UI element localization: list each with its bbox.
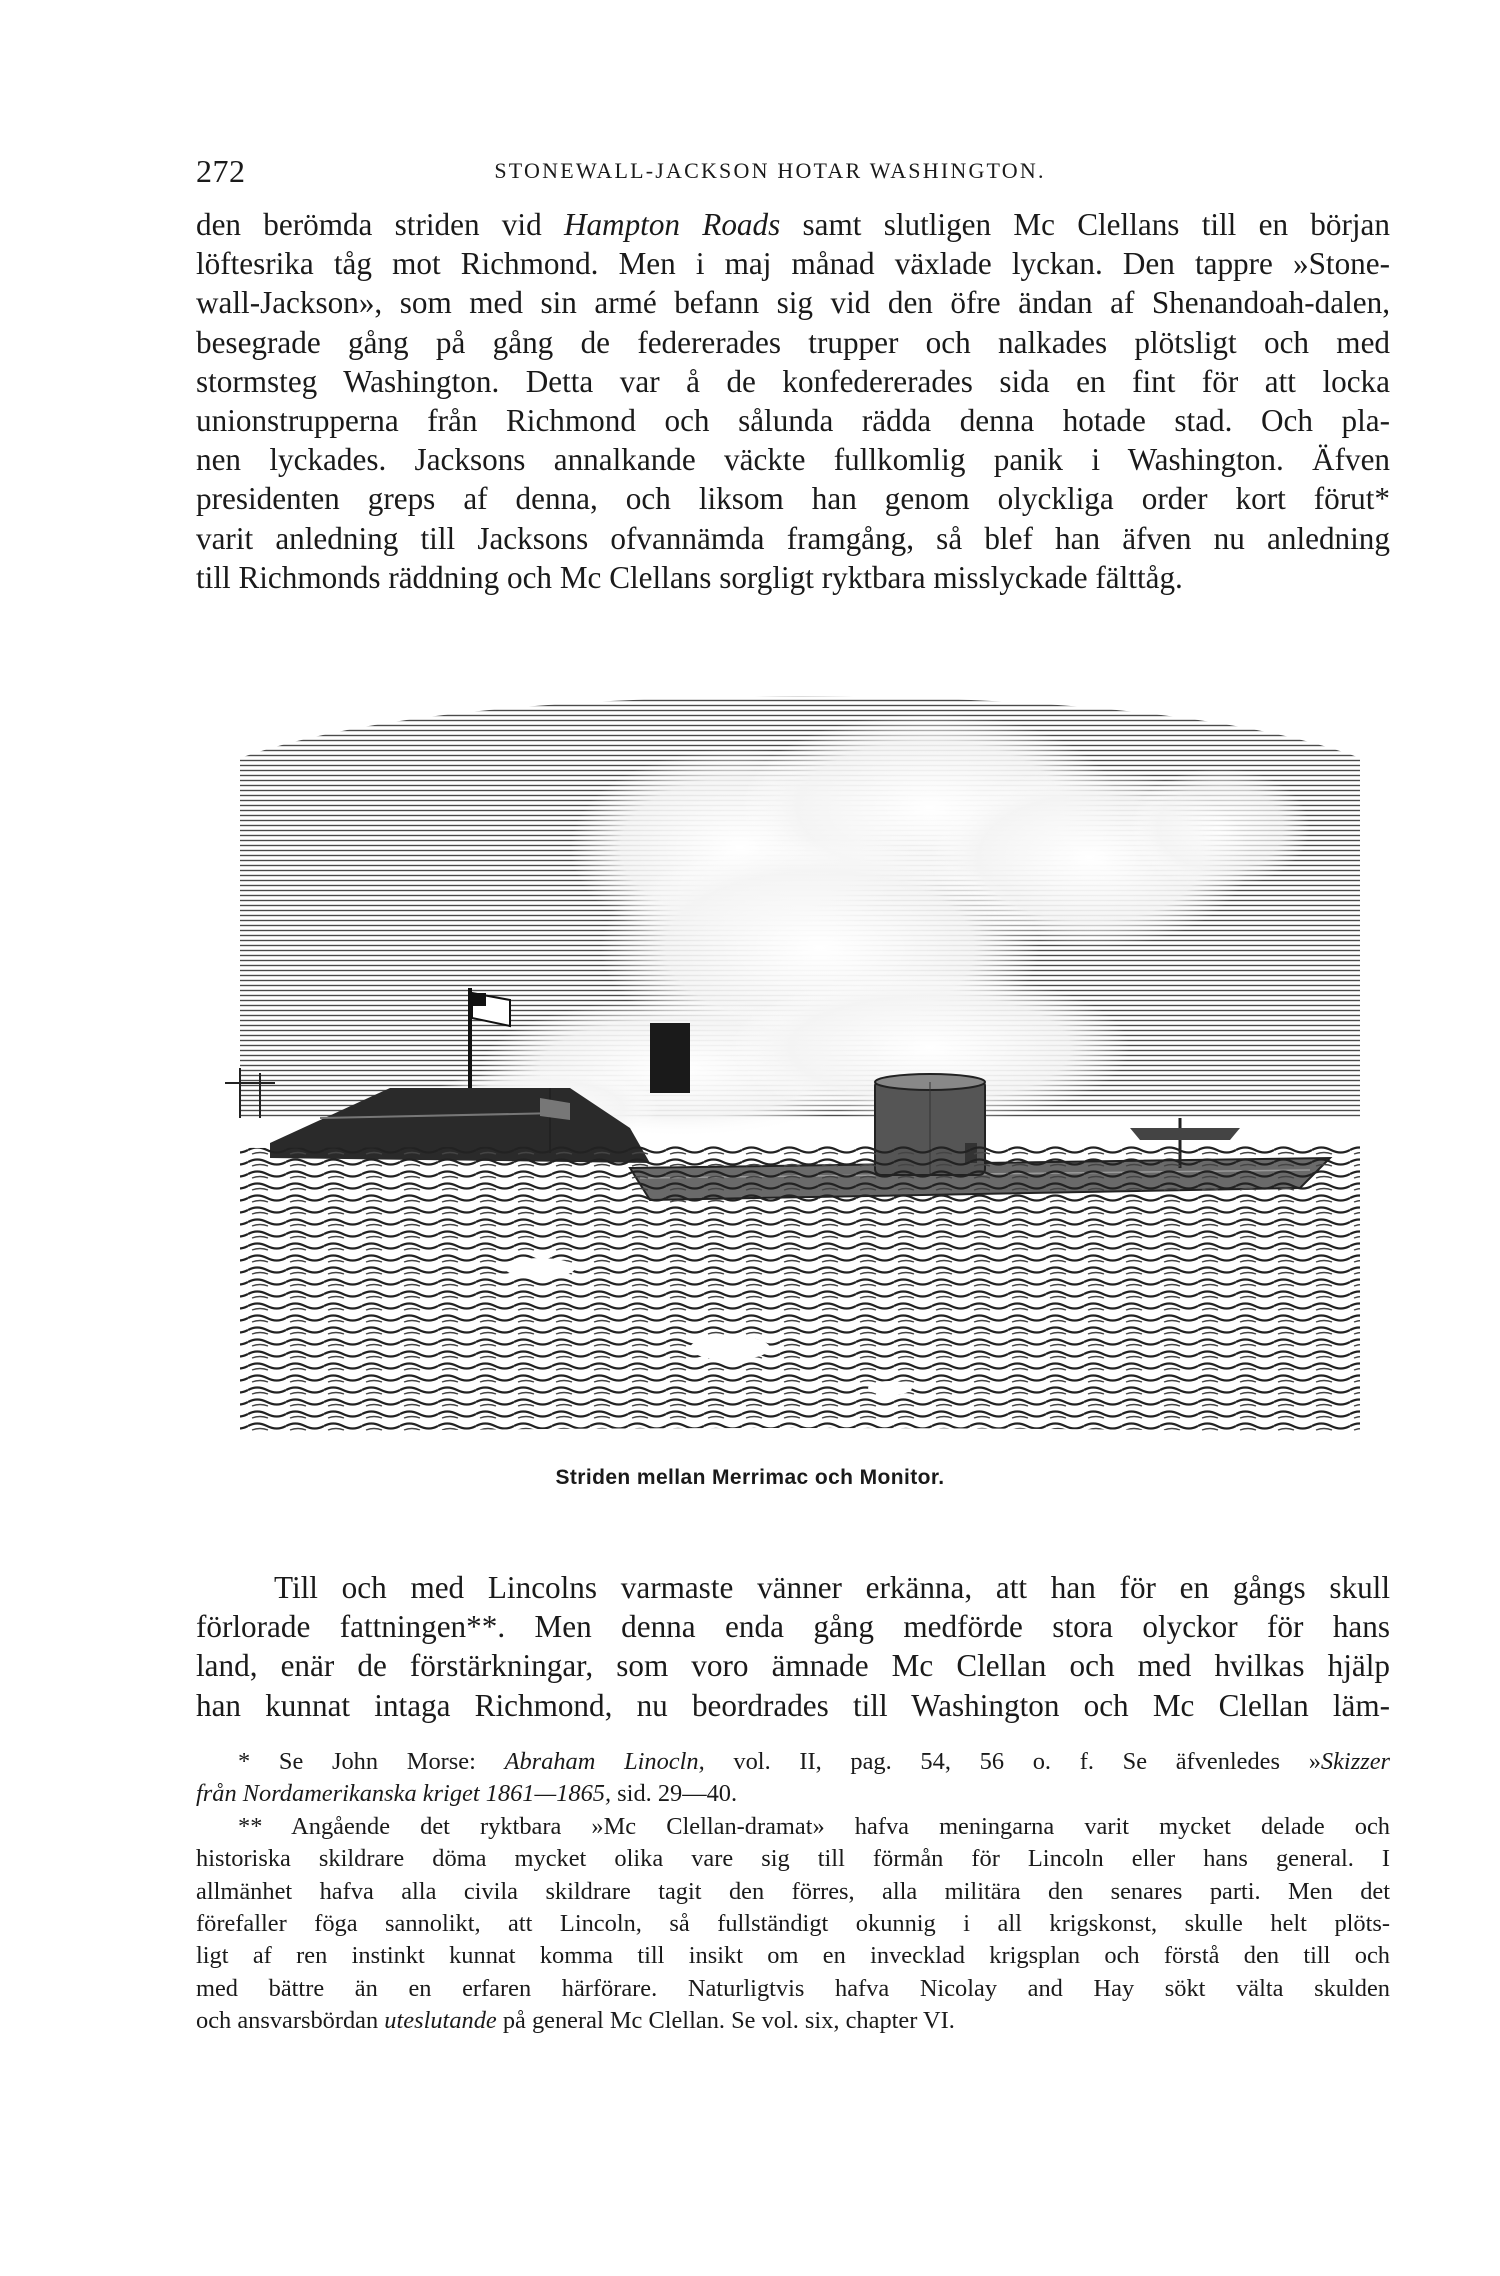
text-line: presidenten greps af denna, och liksom han genom olyckliga order kort förut* (196, 481, 1390, 517)
text-line: förlorade fattningen**. Men denna enda gång medförde stora olyckor för hans (196, 1609, 1390, 1645)
footnote-2-line: ** Angående det ryktbara »Mc Clellan-dramat» hafva meningarna varit mycket delade och (238, 1812, 1390, 1840)
text-line: stormsteg Washington. Detta var å de konfedererades sida en fint för att locka (196, 363, 1390, 399)
text-line: varit anledning till Jacksons ofvannämda framgång, så blef han äfven nu anledning (196, 520, 1390, 556)
footnote-1-line: * Se John Morse: Abraham Linocln, vol. II, pag. 54, 56 o. f. Se äfvenledes »Skizzer (238, 1748, 1391, 1775)
place-name-italic: Hampton Roads (563, 207, 781, 242)
figure-caption: Striden mellan Merrimac och Monitor. (555, 1466, 945, 1489)
text-line: land, enär de förstärkningar, som voro ämnade Mc Clellan och med hvilkas hjälp (196, 1648, 1390, 1684)
text-line: besegrade gång på gång de federerades trupper och nalkades plötsligt och med (196, 324, 1390, 360)
text-line: nen lyckades. Jacksons annalkande väckte fullkomlig panik i Washington. Äfven (196, 442, 1390, 478)
text-line: Till och med Lincolns varmaste vänner erkänna, att han för en gångs skull (274, 1570, 1390, 1605)
footnote-1-line: från Nordamerikanska kriget 1861—1865, sid. 29—40. (196, 1780, 738, 1808)
text-line: löftesrika tåg mot Richmond. Men i maj månad växlade lyckan. Den tappre »Stone- (196, 246, 1390, 282)
text-line: den berömda striden vid Hampton Roads samt slutligen Mc Clellans till en början (196, 207, 1390, 242)
footnote-2-line: förefaller föga sannolikt, att Lincoln, så fullständigt okunnig i all krigskonst, skulle helt plöts- (196, 1910, 1390, 1938)
footnote-2-line: med bättre än en erfaren härförare. Naturligtvis hafva Nicolay and Hay sökt välta skulden (196, 1974, 1390, 2002)
footnote-2-line: och ansvarsbördan uteslutande på general Mc Clellan. Se vol. six, chapter VI. (196, 2007, 955, 2035)
page-number: 272 (196, 153, 246, 189)
text-line: unionstrupperna från Richmond och sålunda rädda denna hotade stad. Och pla- (196, 403, 1390, 439)
text-line: han kunnat intaga Richmond, nu beordrades till Washington och Mc Clellan läm- (196, 1687, 1390, 1723)
battle-engraving (210, 688, 1390, 1433)
footnote-2-line: historiska skildrare döma mycket olika vare sig till förmån för Lincoln eller hans general. I (196, 1845, 1390, 1873)
footnote-2-line: allmänhet hafva alla civila skildrare tagit den förres, alla militära den senares parti. Men det (196, 1877, 1390, 1905)
paragraph-2 (196, 1568, 1390, 1725)
text-line: till Richmonds räddning och Mc Clellans sorgligt ryktbara misslyckade fälttåg. (196, 559, 1183, 595)
running-head: STONEWALL-JACKSON HOTAR WASHINGTON. (494, 158, 1046, 183)
engraving-illustration (210, 688, 1390, 1433)
text-line: wall-Jackson», som med sin armé befann sig vid den öfre ändan af Shenandoah-dalen, (196, 285, 1390, 321)
footnotes (196, 1746, 1390, 2038)
footnote-2-line: ligt af ren instinkt kunnat komma till insikt om en invecklad krigsplan och förstå den till och (196, 1942, 1390, 1970)
paragraph-1 (196, 205, 1390, 597)
